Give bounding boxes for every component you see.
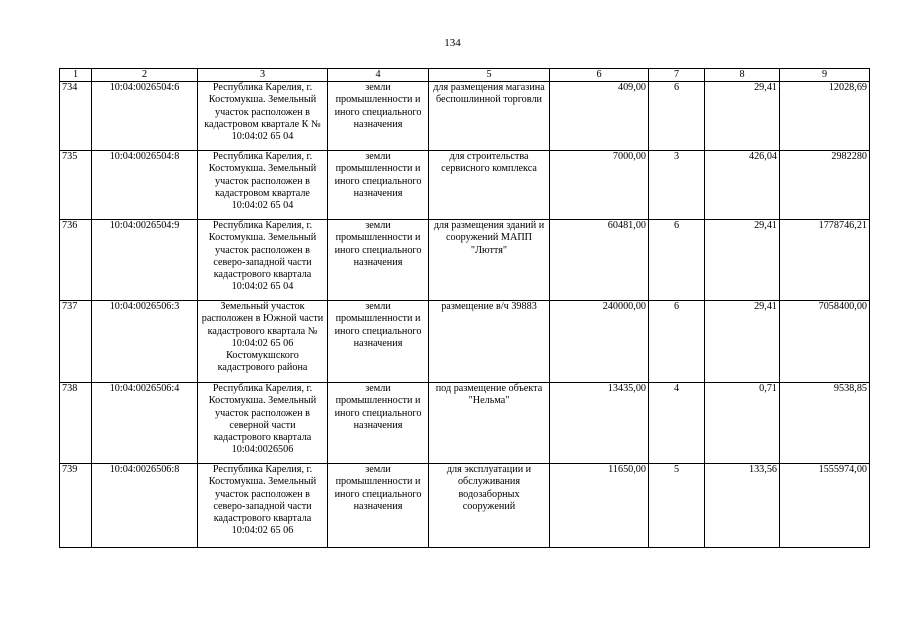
table-row [60, 82, 870, 151]
cadastral-number: 10:04:0026504:8 [92, 151, 198, 220]
area: 13435,00 [550, 383, 649, 464]
column-7-value: 6 [649, 220, 705, 301]
column-header: 8 [705, 69, 780, 82]
column-7-value: 6 [649, 82, 705, 151]
permitted-use: для размещения магазина беспошлинной торговли [429, 82, 550, 151]
land-category: земли промышленности и иного специального назначения [328, 383, 429, 464]
area: 240000,00 [550, 301, 649, 383]
row-number: 737 [60, 301, 92, 383]
cadastral-number: 10:04:0026506:3 [92, 301, 198, 383]
column-9-value: 9538,85 [780, 383, 870, 464]
column-9-value: 7058400,00 [780, 301, 870, 383]
cadastral-number: 10:04:0026504:6 [92, 82, 198, 151]
column-9-value: 1555974,00 [780, 464, 870, 548]
location: Республика Карелия, г. Костомукша. Земельный участок расположен в кадастровом квартале К № 10:04:02 65 04 [198, 82, 328, 151]
column-9-value: 2982280 [780, 151, 870, 220]
column-8-value: 29,41 [705, 301, 780, 383]
location: Республика Карелия, г. Костомукша. Земельный участок расположен в северо-западной части кадастрового квартала 10:04:02 65 04 [198, 220, 328, 301]
row-number: 735 [60, 151, 92, 220]
row-number: 734 [60, 82, 92, 151]
cadastral-number: 10:04:0026504:9 [92, 220, 198, 301]
column-header: 9 [780, 69, 870, 82]
column-7-value: 5 [649, 464, 705, 548]
location: Республика Карелия, г. Костомукша. Земельный участок расположен в северо-западной части кадастрового квартала 10:04:02 65 06 [198, 464, 328, 548]
land-category: земли промышленности и иного специального назначения [328, 464, 429, 548]
row-number: 738 [60, 383, 92, 464]
cadastral-number: 10:04:0026506:8 [92, 464, 198, 548]
column-header: 4 [328, 69, 429, 82]
row-number: 736 [60, 220, 92, 301]
row-number: 739 [60, 464, 92, 548]
column-header: 2 [92, 69, 198, 82]
column-header: 5 [429, 69, 550, 82]
column-7-value: 4 [649, 383, 705, 464]
column-9-value: 1778746,21 [780, 220, 870, 301]
location: Республика Карелия, г. Костомукша. Земельный участок расположен в кадастровом квартале 10:04:02 65 04 [198, 151, 328, 220]
permitted-use: под размещение объекта "Нельма" [429, 383, 550, 464]
table-row [60, 220, 870, 301]
land-category: земли промышленности и иного специального назначения [328, 220, 429, 301]
land-category: земли промышленности и иного специального назначения [328, 82, 429, 151]
column-7-value: 3 [649, 151, 705, 220]
header-row [60, 69, 870, 82]
table-row [60, 301, 870, 383]
location: Земельный участок расположен в Южной части кадастрового квартала № 10:04:02 65 06 Костомукшского кадастрового района [198, 301, 328, 383]
location: Республика Карелия, г. Костомукша. Земельный участок расположен в северной части кадастрового квартала 10:04:0026506 [198, 383, 328, 464]
column-header: 6 [550, 69, 649, 82]
page-number: 134 [444, 37, 461, 49]
column-8-value: 0,71 [705, 383, 780, 464]
land-category: земли промышленности и иного специального назначения [328, 151, 429, 220]
permitted-use: размещение в/ч 39883 [429, 301, 550, 383]
column-8-value: 29,41 [705, 220, 780, 301]
table-row [60, 464, 870, 548]
land-category: земли промышленности и иного специального назначения [328, 301, 429, 383]
column-8-value: 29,41 [705, 82, 780, 151]
table-row [60, 383, 870, 464]
column-header: 3 [198, 69, 328, 82]
area: 60481,00 [550, 220, 649, 301]
column-9-value: 12028,69 [780, 82, 870, 151]
column-header: 7 [649, 69, 705, 82]
cadastral-number: 10:04:0026506:4 [92, 383, 198, 464]
column-8-value: 426,04 [705, 151, 780, 220]
column-header: 1 [60, 69, 92, 82]
area: 409,00 [550, 82, 649, 151]
land-plots-table [59, 68, 870, 548]
permitted-use: для строительства сервисного комплекса [429, 151, 550, 220]
permitted-use: для эксплуатации и обслуживания водозаборных сооружений [429, 464, 550, 548]
area: 11650,00 [550, 464, 649, 548]
area: 7000,00 [550, 151, 649, 220]
column-7-value: 6 [649, 301, 705, 383]
table-row [60, 151, 870, 220]
column-8-value: 133,56 [705, 464, 780, 548]
permitted-use: для размещения зданий и сооружений МАПП "Люття" [429, 220, 550, 301]
